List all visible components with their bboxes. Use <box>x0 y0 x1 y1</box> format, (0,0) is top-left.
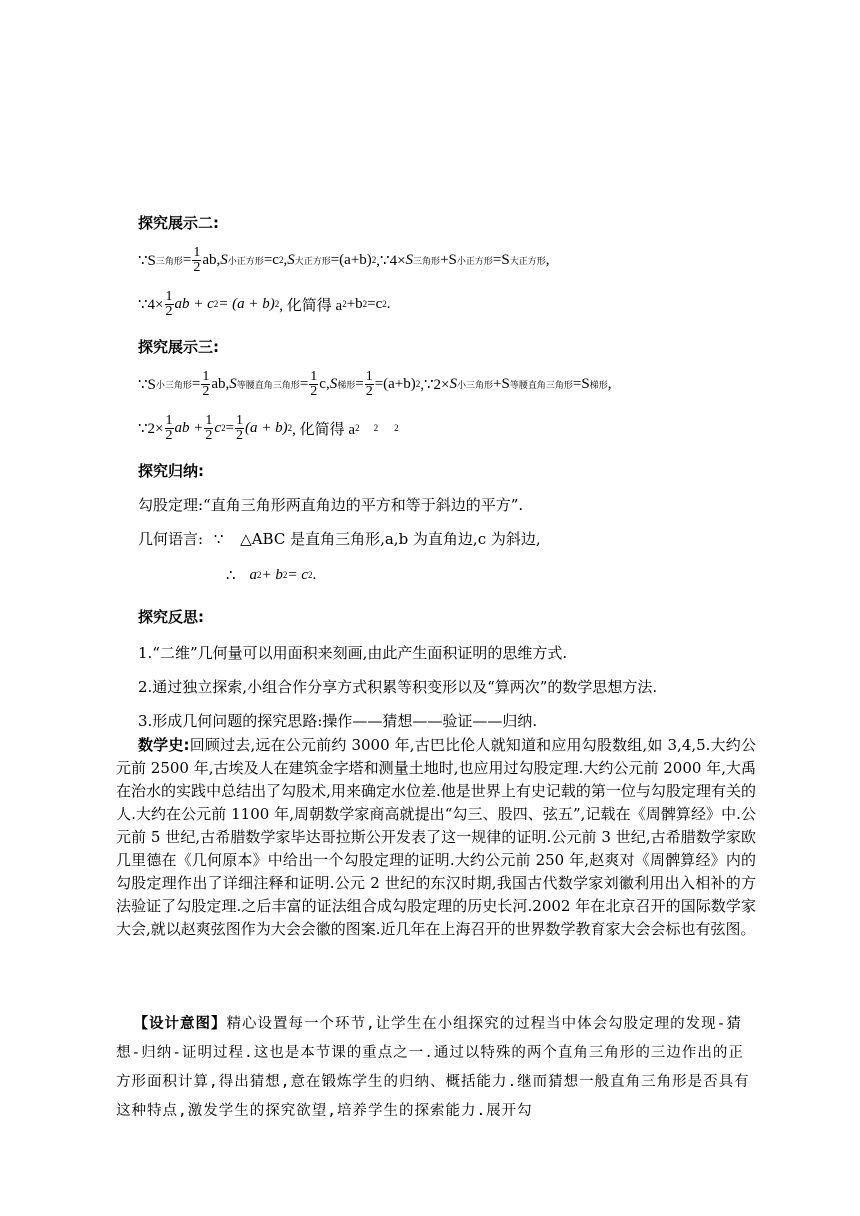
fraction-half: $\frac{1}{2}$ <box>202 368 210 399</box>
fraction-half: $\frac{1}{2}$ <box>236 412 244 443</box>
geometry-conclusion: ∴ a 2 + b 2 = c 2 . <box>226 566 317 584</box>
section-title-induction: 探究归纳: <box>138 462 204 480</box>
reflection-item-3: 3.形成几何问题的探究思路:操作——猜想——验证——归纳. <box>138 712 538 730</box>
fraction-half: $\frac{1}{2}$ <box>165 412 173 443</box>
formula-3-line-2: ∵2× $\frac{1}{2}$ ab + $\frac{1}{2}$ c 2 = $\frac{1}{2}$ (a + b) 2 , 化简得 a 2 2 2 <box>138 412 399 443</box>
fraction-half: $\frac{1}{2}$ <box>365 368 373 399</box>
formula-2-line-2: ∵4× $\frac{1}{2}$ ab + c 2 = (a + b) 2 , 化简得 a 2 +b 2 =c 2 . <box>138 288 391 319</box>
design-intent-paragraph <box>116 1010 756 1126</box>
design-intent-label: 【设计意图】 <box>133 1016 227 1032</box>
section-title-2: 探究展示二: <box>138 214 219 232</box>
fraction-half: $\frac{1}{2}$ <box>193 244 201 275</box>
formula-3-line-1: ∵S 小三角形 = $\frac{1}{2}$ ab, S 等腰直角三角形 = $\frac{1}{2}$ c, S 梯形 = $\frac{1}{2}$ =(a+b) 2 ,∵2× S 小三角形 +S 等腰直角三角形 =S 梯形 , <box>138 368 612 399</box>
fraction-half: $\frac{1}{2}$ <box>205 412 213 443</box>
reflection-item-1: 1.“二维”几何量可以用面积来刻画,由此产生面积证明的思维方式. <box>138 644 568 662</box>
theorem-statement: 勾股定理:“直角三角形两直角边的平方和等于斜边的平方”. <box>138 496 524 514</box>
fraction-half: $\frac{1}{2}$ <box>310 368 318 399</box>
math-history-text: 回顾过去,远在公元前约 3000 年,古巴比伦人就知道和应用勾股数组,如 3,4,5.大约公元前 2500 年,古埃及人在建筑金字塔和测量土地时,也应用过勾股定理.大约公元前 2000 年,大禹在治水的实践中总结出了勾股术,用来确定水位差.他是世界上有史记载的第一位与勾股定理有关的人.大约在公元前 1100 年,周朝数学家商高就提出“勾三、股四、弦五”,记载在《周髀算经》中.公元前 5 世纪,古希腊数学家毕达哥拉斯公开发表了这一规律的证明.公元前 3 世纪,古希腊数学家欧几里德在《几何原本》中给出一个勾股定理的证明.大约公元前 250 年,赵爽对《周髀算经》内的勾股定理作出了详细注释和证明.公元 2 世纪的东汉时期,我国古代数学家刘徽利用出入相补的方法验证了勾股定理.之后丰富的证法组合成勾股定理的历史长河.2002 年在北京召开的国际数学家大会,就以赵爽弦图作为大会会徽的图案.近几年在上海召开的世界数学教育家大会会标也有弦图。 <box>116 736 756 938</box>
math-history-label: 数学史: <box>138 736 190 754</box>
reflection-item-2: 2.通过独立探索,小组合作分享方式积累等积变形以及“算两次”的数学思想方法. <box>138 678 658 696</box>
design-intent-text: 精心设置每一个环节,让学生在小组探究的过程当中体会勾股定理的发现-猜想-归纳-证明过程.这也是本节课的重点之一.通过以特殊的两个直角三角形的三边作出的正方形面积计算,得出猜想,意在锻炼学生的归纳、概括能力.继而猜想一般直角三角形是否具有这种特点,激发学生的探究欲望,培养学生的探索能力.展开勾 <box>116 1016 750 1119</box>
section-title-reflection: 探究反思: <box>138 608 204 626</box>
section-title-3: 探究展示三: <box>138 338 219 356</box>
fraction-half: $\frac{1}{2}$ <box>165 288 173 319</box>
formula-2-line-1: ∵S 三角形 = $\frac{1}{2}$ ab, S 小正方形 =c 2 , S 大正方形 =(a+b) 2 ,∵4× S 三角形 +S 小正方形 =S 大正方形 , <box>138 244 550 275</box>
geometry-language-line: 几何语言: ∵ △ABC 是直角三角形,a,b 为直角边,c 为斜边, <box>138 530 541 548</box>
math-history-paragraph <box>116 734 756 941</box>
